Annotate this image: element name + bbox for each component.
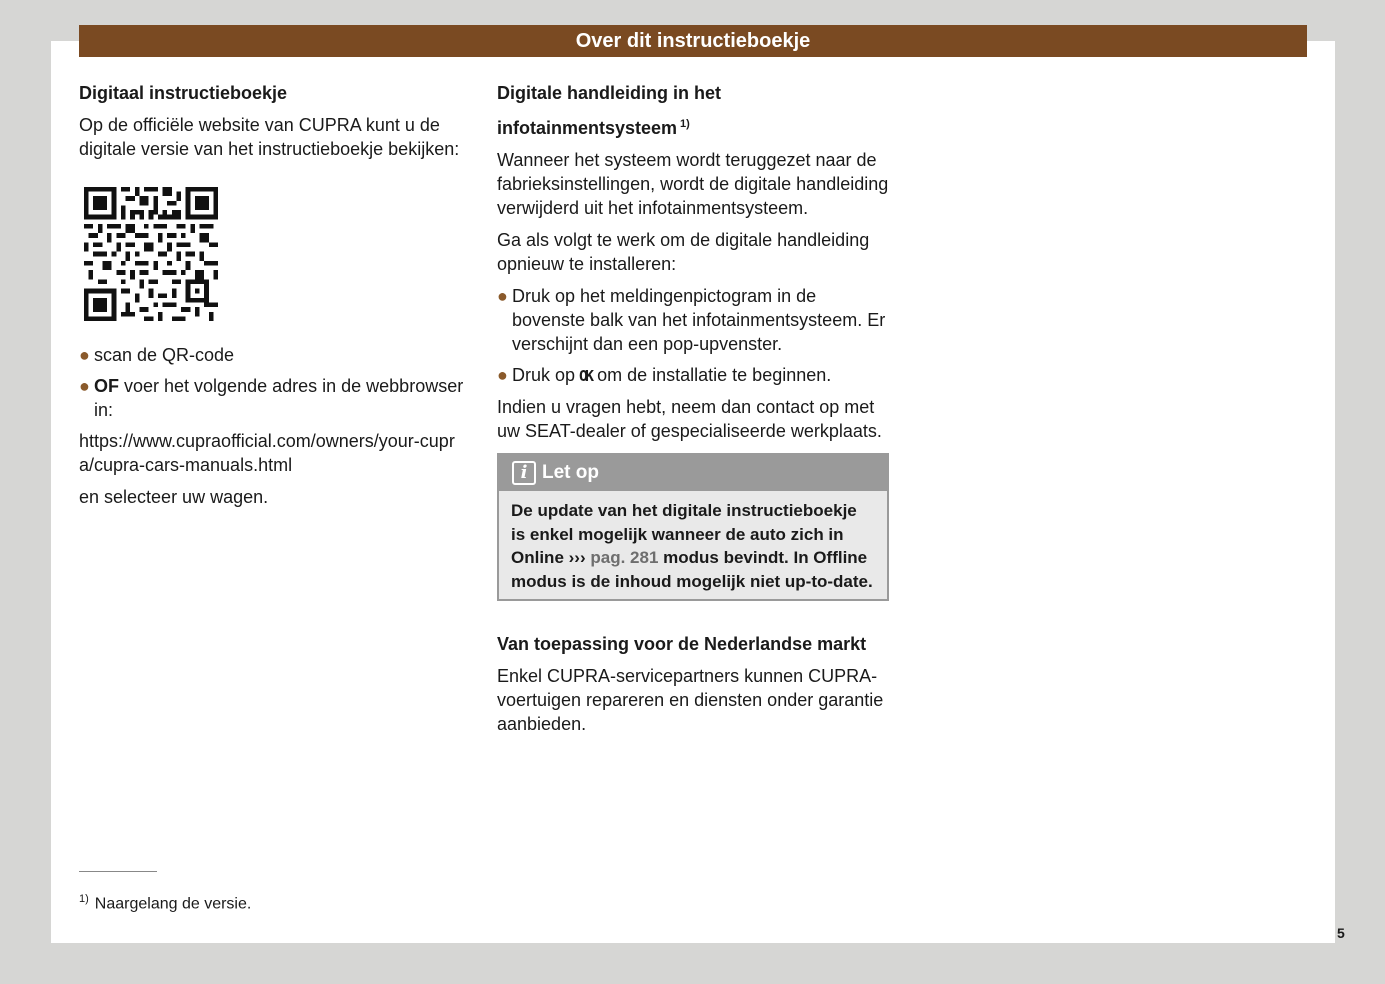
arrow-icon: ›››	[568, 548, 586, 567]
list-item-text: voer het volgende adres in de webbrowser in:	[94, 376, 464, 420]
list-item-press-notification	[497, 284, 889, 356]
footnote-divider	[79, 871, 157, 872]
bullet-dot: ●	[497, 365, 508, 385]
list-item-enter-address	[79, 374, 464, 422]
notice-text: De update van het digitale instructieboekje is enkel mogelijk wanneer de auto zich in Online	[511, 501, 857, 567]
section-heading-dutch-market: Van toepassing voor de Nederlandse markt	[497, 634, 867, 654]
middle-column	[497, 78, 889, 744]
notice-title: Let op	[542, 462, 599, 483]
section-heading-digital-manual	[497, 78, 889, 144]
service-partners-paragraph: Enkel CUPRA-servicepartners kunnen CUPRA-voertuigen repareren en diensten onder garantie aanbieden.	[497, 666, 884, 734]
list-item-text: scan de QR-code	[94, 345, 235, 365]
footnote-reference: 1)	[680, 118, 690, 130]
info-icon: i	[512, 461, 536, 485]
footnote-mark: 1)	[79, 893, 89, 905]
notice-body	[499, 491, 887, 599]
notice-header	[499, 455, 887, 491]
bullet-dot: ●	[79, 376, 90, 396]
or-label: OF	[94, 376, 119, 396]
reset-paragraph: Wanneer het systeem wordt teruggezet naar de fabrieksinstellingen, wordt de digitale handleiding verwijderd uit het infotainmentsysteem.	[497, 150, 889, 218]
reinstall-paragraph: Ga als volgt te werk om de digitale handleiding opnieuw te installeren:	[497, 230, 870, 274]
footnote-text: Naargelang de versie.	[94, 895, 252, 913]
bullet-dot: ●	[497, 286, 508, 306]
list-item-text: om de installatie te beginnen.	[597, 365, 832, 385]
manuals-url[interactable]: https://www.cupraofficial.com/owners/your-cupra/cupra-cars-manuals.html	[79, 431, 455, 475]
left-column	[79, 78, 464, 517]
ok-button-icon: OK	[579, 367, 592, 385]
page-reference-link[interactable]: pag. 281	[590, 548, 659, 567]
intro-text: Op de officiële website van CUPRA kunt u de digitale versie van het instructieboekje bekijken:	[79, 115, 460, 159]
heading-text: Digitale handleiding in het infotainmentsysteem	[497, 83, 722, 138]
section-heading-digital-booklet: Digitaal instructieboekje	[79, 83, 288, 103]
notice-box	[497, 453, 889, 601]
list-item-text: Druk op het meldingenpictogram in de bovenste balk van het infotainmentsysteem. Er verschijnt dan een pop-upvenster.	[512, 286, 886, 354]
notice-text: modus bevindt. In Offline modus is de inhoud mogelijk niet up-to-date.	[511, 548, 873, 591]
dutch-market-section	[497, 629, 889, 736]
outro-text: en selecteer uw wagen.	[79, 487, 269, 507]
list-item-scan-qr	[79, 343, 464, 367]
footnote	[79, 888, 251, 915]
list-item-press-ok	[497, 363, 889, 388]
qr-code-image	[84, 187, 218, 321]
list-item-text: Druk op	[512, 365, 576, 385]
contact-paragraph: Indien u vragen hebt, neem dan contact op met uw SEAT-dealer of gespecialiseerde werkplaats.	[497, 397, 882, 441]
page-number: 5	[1337, 925, 1345, 941]
page-header: Over dit instructieboekje	[79, 25, 1307, 57]
bullet-dot: ●	[79, 345, 90, 365]
